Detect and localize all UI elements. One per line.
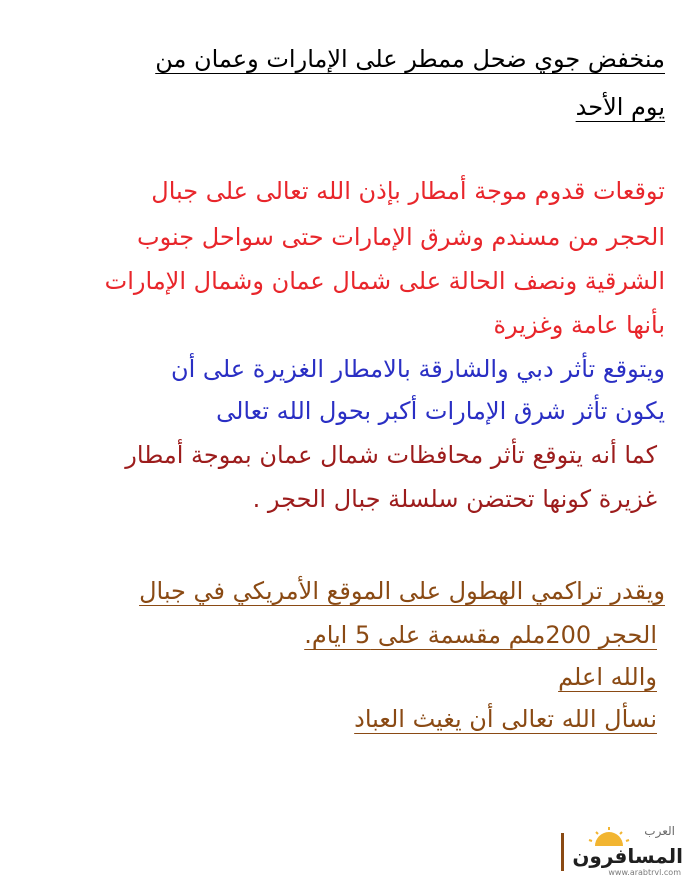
title-line-2: يوم الأحد bbox=[575, 93, 665, 121]
brown-line-3: والله اعلم bbox=[558, 663, 657, 691]
watermark-logo bbox=[565, 822, 685, 877]
red-line-3: الشرقية ونصف الحالة على شمال عمان وشمال الإمارات bbox=[104, 267, 665, 295]
blue-line-2: يكون تأثر شرق الإمارات أكبر بحول الله تعالى bbox=[216, 397, 665, 425]
red-line-2: الحجر من مسندم وشرق الإمارات حتى سواحل جنوب bbox=[137, 223, 665, 251]
watermark-top-text: العرب bbox=[644, 824, 675, 838]
maroon-line-1: كما أنه يتوقع تأثر محافظات شمال عمان بموجة أمطار bbox=[125, 441, 657, 469]
title-line-1: منخفض جوي ضحل ممطر على الإمارات وعمان من bbox=[155, 45, 665, 73]
signature-divider bbox=[561, 833, 564, 871]
watermark-name: المسافرون bbox=[572, 844, 683, 868]
brown-line-4: نسأل الله تعالى أن يغيث العباد bbox=[354, 705, 657, 733]
red-line-1: توقعات قدوم موجة أمطار بإذن الله تعالى على جبال bbox=[151, 177, 665, 205]
maroon-line-2: غزيرة كونها تحتضن سلسلة جبال الحجر . bbox=[252, 485, 657, 513]
blue-line-1: ويتوقع تأثر دبي والشارقة بالامطار الغزيرة على أن bbox=[170, 355, 665, 383]
brown-line-2: الحجر 200ملم مقسمة على 5 ايام. bbox=[304, 621, 657, 649]
red-line-4: بأنها عامة وغزيرة bbox=[493, 311, 665, 339]
brown-line-1: ويقدر تراكمي الهطول على الموقع الأمريكي في جبال bbox=[139, 577, 665, 605]
watermark-url: www.arabtrvl.com bbox=[608, 868, 681, 877]
